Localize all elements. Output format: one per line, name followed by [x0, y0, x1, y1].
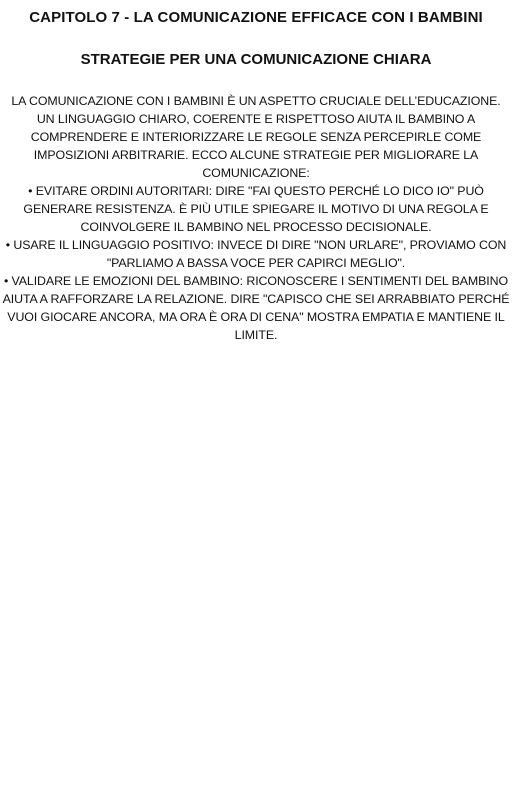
- section-title: STRATEGIE PER UNA COMUNICAZIONE CHIARA: [80, 51, 432, 68]
- chapter-title: CAPITOLO 7 - LA COMUNICAZIONE EFFICACE CON I BAMBINI: [29, 9, 483, 26]
- bullet-item: • USARE IL LINGUAGGIO POSITIVO: INVECE DI DIRE "NON URLARE", PROVIAMO CON "PARLIAMO A BASSA VOCE PER CAPIRCI MEGLIO".: [5, 238, 507, 270]
- body-text: [2, 70, 510, 344]
- intro-paragraph: LA COMUNICAZIONE CON I BAMBINI È UN ASPETTO CRUCIALE DELL’EDUCAZIONE. UN LINGUAGGIO CHIARO, COERENTE E RISPETTOSO AIUTA IL BAMBINO A COMPRENDERE E INTERIORIZZARE LE REGOLE SENZA PERCEPIRLE COME IMPOSIZIONI ARBITRARIE. ECCO ALCUNE STRATEGIE PER MIGLIORARE LA COMUNICAZIONE:: [11, 94, 501, 180]
- bullet-item: • EVITARE ORDINI AUTORITARI: DIRE "FAI QUESTO PERCHÉ LO DICO IO" PUÒ GENERARE RESISTENZA. È PIÙ UTILE SPIEGARE IL MOTIVO DI UNA REGOLA E COINVOLGERE IL BAMBINO NEL PROCESSO DECISIONALE.: [23, 184, 489, 234]
- bullet-item: • VALIDARE LE EMOZIONI DEL BAMBINO: RICONOSCERE I SENTIMENTI DEL BAMBINO AIUTA A RAFFORZARE LA RELAZIONE. DIRE "CAPISCO CHE SEI ARRABBIATO PERCHÉ VUOI GIOCARE ANCORA, MA ORA È ORA DI CENA" MOSTRA EMPATIA E MANTIENE IL LIMITE.: [2, 274, 510, 342]
